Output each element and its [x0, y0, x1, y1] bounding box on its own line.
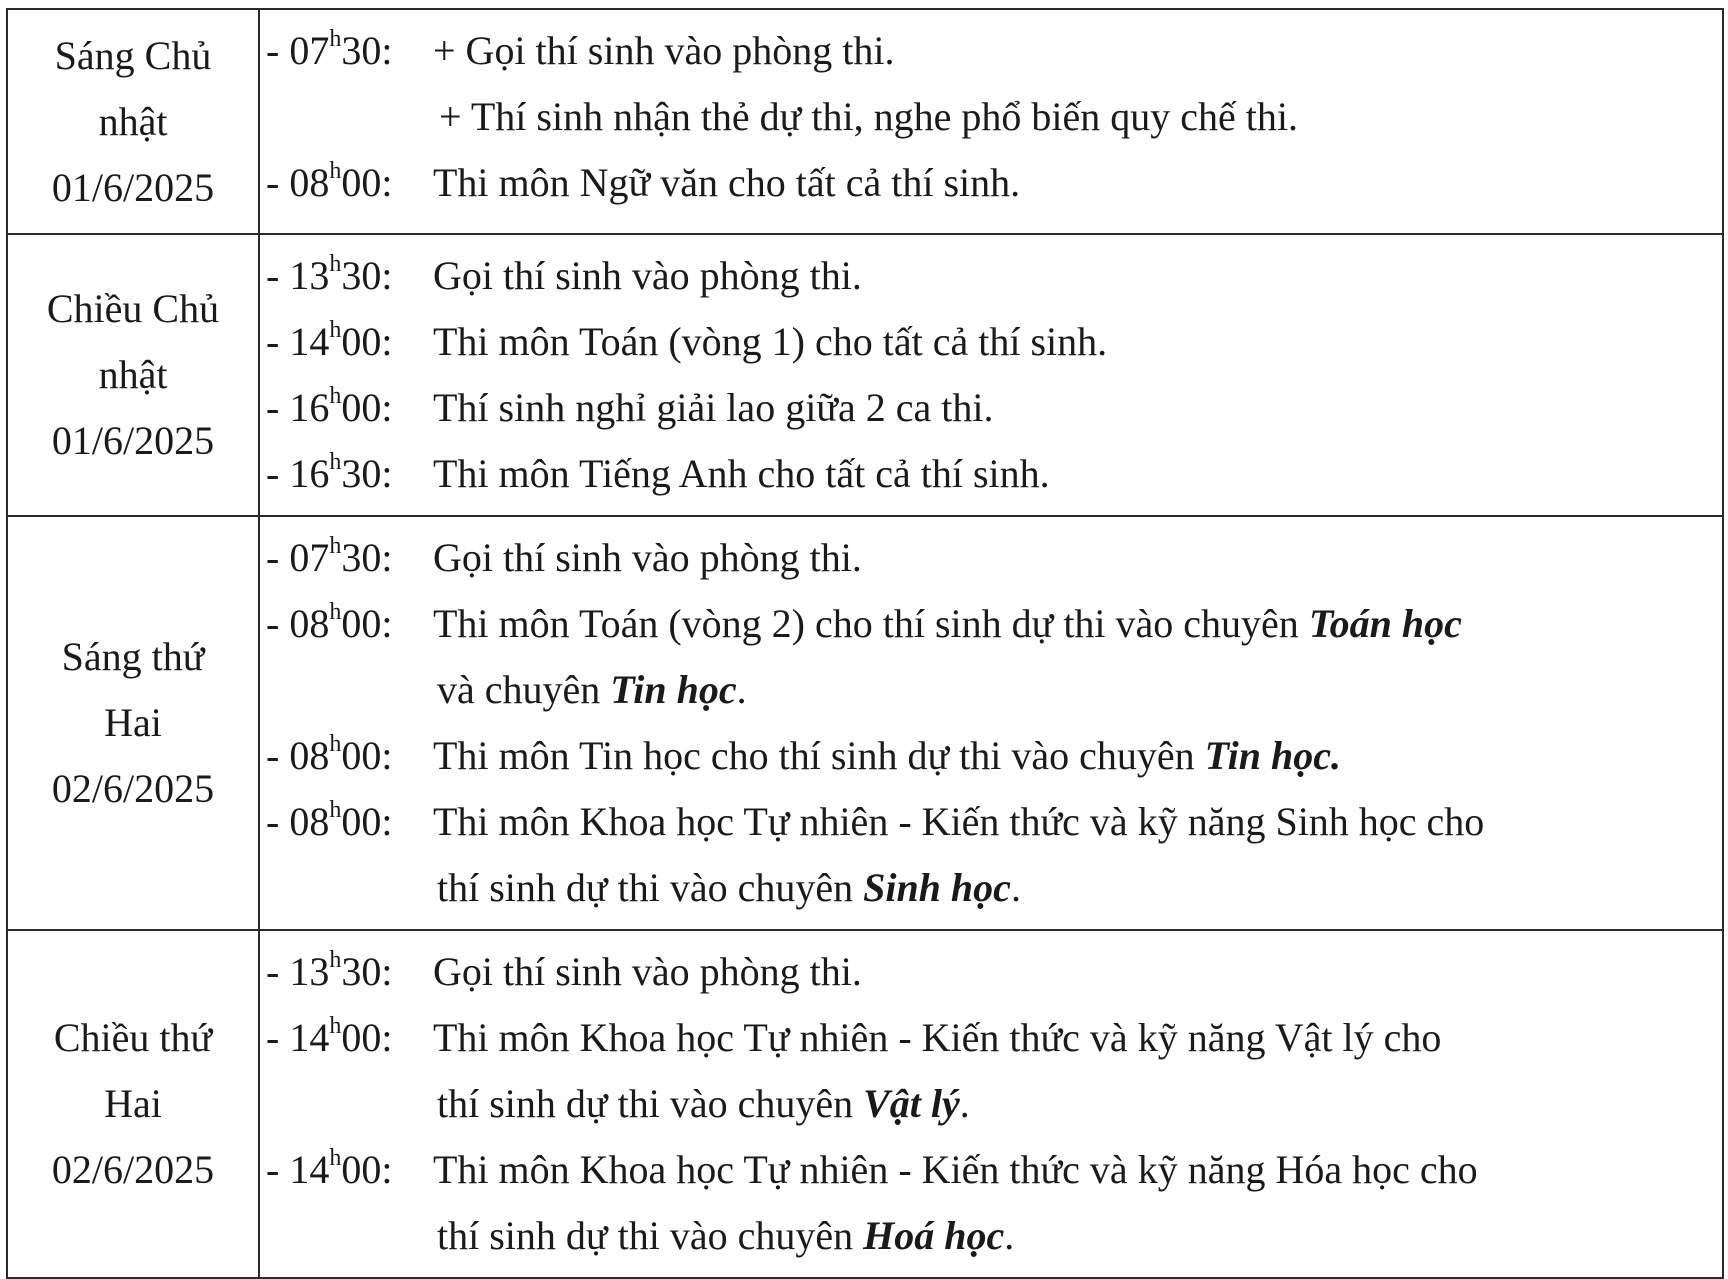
schedule-time: - 16$^h$30: — [266, 448, 393, 496]
description-text: Thi môn Khoa học Tự nhiên - Kiến thức và kỹ năng Sinh học cho — [433, 799, 1485, 844]
time-minute: 00 — [341, 1147, 382, 1192]
time-minute: 00 — [341, 601, 382, 646]
description-text: . — [1004, 1213, 1015, 1258]
description-text: Gọi thí sinh vào phòng thi. — [433, 949, 862, 994]
schedule-time: - 07$^h$30: — [266, 532, 393, 580]
time-hour: 08 — [289, 160, 330, 205]
schedule-item — [266, 939, 1722, 1005]
time-hour: 08 — [289, 601, 330, 646]
session-day-cell — [7, 516, 259, 930]
schedule-item — [266, 441, 1722, 507]
time-minute: 00 — [341, 160, 382, 205]
description-line — [433, 723, 1722, 789]
schedule-time: - 08$^h$00: — [266, 796, 393, 844]
description-line — [433, 1203, 1722, 1269]
time-hour: 14 — [289, 1015, 330, 1060]
description-line — [433, 657, 1722, 723]
schedule-time: - 16$^h$00: — [266, 382, 393, 430]
session-items-cell — [259, 930, 1723, 1278]
session-day-label: Sáng thứ — [61, 634, 205, 679]
session-day-label: 02/6/2025 — [51, 1147, 215, 1192]
schedule-time: - 14$^h$00: — [266, 316, 393, 364]
description-text: Thi môn Toán (vòng 1) cho tất cả thí sinh. — [433, 319, 1108, 364]
description-line — [433, 1071, 1722, 1137]
time-hour: 16 — [289, 385, 330, 430]
schedule-item — [266, 1005, 1722, 1137]
hour-mark: h — [329, 250, 342, 277]
description-text: Thi môn Tiếng Anh cho tất cả thí sinh. — [433, 451, 1050, 496]
hour-mark: h — [329, 316, 342, 343]
description-line — [433, 525, 1722, 591]
schedule-time: - 13$^h$30: — [266, 250, 393, 298]
specialization-name: Hoá học — [863, 1213, 1005, 1258]
schedule-description — [433, 309, 1722, 375]
description-text: và chuyên — [437, 667, 611, 712]
time-hour: 07 — [289, 28, 330, 73]
description-text: thí sinh dự thi vào chuyên — [437, 1213, 864, 1258]
schedule-item — [266, 18, 1722, 150]
session-day-label: 02/6/2025 — [51, 766, 215, 811]
time-minute: 30 — [341, 949, 382, 994]
session-day-label: Chiều thứ — [53, 1015, 213, 1060]
session-items-cell — [259, 516, 1723, 930]
schedule-description — [433, 1137, 1722, 1269]
session-day-label: 01/6/2025 — [51, 418, 215, 463]
time-hour: 14 — [289, 319, 330, 364]
time-hour: 13 — [289, 253, 330, 298]
schedule-row — [7, 234, 1723, 516]
schedule-item — [266, 309, 1722, 375]
time-minute: 30 — [341, 28, 382, 73]
hour-mark: h — [329, 1144, 342, 1171]
session-day-label: nhật — [98, 98, 168, 144]
session-day-label: Chiều Chủ — [46, 286, 220, 331]
hour-mark: h — [329, 796, 342, 823]
time-hour: 08 — [289, 733, 330, 778]
time-minute: 00 — [341, 385, 382, 430]
description-text: Gọi thí sinh vào phòng thi. — [433, 253, 862, 298]
hour-mark: h — [329, 532, 342, 559]
schedule-description — [433, 243, 1722, 309]
schedule-description — [433, 789, 1722, 921]
session-day-cell — [7, 234, 259, 516]
time-minute: 30 — [341, 451, 382, 496]
time-hour: 07 — [289, 535, 330, 580]
schedule-document — [6, 8, 1724, 1258]
time-hour: 13 — [289, 949, 330, 994]
schedule-item — [266, 723, 1722, 789]
time-hour: 08 — [289, 799, 330, 844]
hour-mark: h — [329, 157, 342, 184]
session-day-label: Hai — [104, 1081, 162, 1126]
exam-schedule-table — [6, 8, 1724, 1279]
schedule-body — [7, 9, 1723, 1278]
schedule-time: - 08$^h$00: — [266, 598, 393, 646]
description-text: Thi môn Khoa học Tự nhiên - Kiến thức và kỹ năng Vật lý cho — [433, 1015, 1442, 1060]
schedule-time: - 08$^h$00: — [266, 730, 393, 778]
schedule-description — [433, 723, 1722, 789]
description-text: Thi môn Toán (vòng 2) cho thí sinh dự thi vào chuyên — [433, 601, 1309, 646]
time-minute: 30 — [341, 253, 382, 298]
description-line — [433, 1137, 1722, 1203]
schedule-description — [433, 939, 1722, 1005]
schedule-time: - 13$^h$30: — [266, 946, 393, 994]
description-line — [433, 789, 1722, 855]
hour-mark: h — [329, 946, 342, 973]
description-text: Thi môn Khoa học Tự nhiên - Kiến thức và kỹ năng Hóa học cho — [433, 1147, 1478, 1192]
hour-mark: h — [329, 25, 342, 52]
hour-mark: h — [329, 1012, 342, 1039]
time-minute: 00 — [341, 1015, 382, 1060]
specialization-name: Vật lý — [863, 1081, 960, 1126]
description-text: . — [959, 1081, 970, 1126]
schedule-description — [433, 1005, 1722, 1137]
description-text: Gọi thí sinh vào phòng thi. — [433, 535, 862, 580]
description-text: + Thí sinh nhận thẻ dự thi, nghe phổ biến quy chế thi. — [439, 94, 1298, 139]
description-line — [433, 591, 1722, 657]
description-line — [433, 18, 1722, 84]
schedule-description — [433, 525, 1722, 591]
schedule-time: - 14$^h$00: — [266, 1012, 393, 1060]
description-line — [433, 855, 1722, 921]
session-items-cell — [259, 234, 1723, 516]
session-day-label: Sáng Chủ — [54, 32, 212, 78]
time-minute: 30 — [341, 535, 382, 580]
description-text: Thí sinh nghỉ giải lao giữa 2 ca thi. — [433, 385, 994, 430]
description-line — [433, 309, 1722, 375]
time-minute: 00 — [341, 319, 382, 364]
schedule-time: - 07$^h$30: — [266, 25, 393, 73]
description-text: Thi môn Tin học cho thí sinh dự thi vào chuyên — [433, 733, 1205, 778]
description-line — [433, 150, 1722, 216]
specialization-name: Sinh học — [863, 865, 1011, 910]
description-line — [433, 375, 1722, 441]
hour-mark: h — [329, 448, 342, 475]
schedule-row — [7, 9, 1723, 234]
session-day-cell — [7, 9, 259, 234]
schedule-row — [7, 930, 1723, 1278]
time-hour: 14 — [289, 1147, 330, 1192]
schedule-time: - 08$^h$00: — [266, 157, 393, 205]
schedule-description — [433, 441, 1722, 507]
time-minute: 00 — [341, 799, 382, 844]
schedule-item — [266, 1137, 1722, 1269]
schedule-description — [433, 375, 1722, 441]
hour-mark: h — [329, 598, 342, 625]
schedule-item — [266, 375, 1722, 441]
specialization-name: Tin học. — [1204, 733, 1341, 778]
session-items-cell — [259, 9, 1723, 234]
hour-mark: h — [329, 730, 342, 757]
description-text: . — [736, 667, 747, 712]
schedule-row — [7, 516, 1723, 930]
description-text: thí sinh dự thi vào chuyên — [437, 865, 864, 910]
schedule-item — [266, 789, 1722, 921]
schedule-description — [433, 18, 1722, 150]
session-day-cell — [7, 930, 259, 1278]
description-line — [433, 939, 1722, 1005]
specialization-name: Toán học — [1308, 601, 1462, 646]
hour-mark: h — [329, 382, 342, 409]
description-line — [433, 84, 1722, 150]
time-minute: 00 — [341, 733, 382, 778]
schedule-description — [433, 150, 1722, 216]
description-line — [433, 441, 1722, 507]
specialization-name: Tin học — [610, 667, 737, 712]
schedule-time: - 14$^h$00: — [266, 1144, 393, 1192]
description-text: thí sinh dự thi vào chuyên — [437, 1081, 864, 1126]
session-day-label: 01/6/2025 — [51, 164, 215, 210]
description-text: . — [1010, 865, 1021, 910]
description-line — [433, 1005, 1722, 1071]
session-day-label: nhật — [98, 352, 168, 397]
session-day-label: Hai — [104, 700, 162, 745]
schedule-item — [266, 525, 1722, 591]
description-line — [433, 243, 1722, 309]
schedule-item — [266, 591, 1722, 723]
time-hour: 16 — [289, 451, 330, 496]
description-text: Thi môn Ngữ văn cho tất cả thí sinh. — [433, 160, 1021, 205]
schedule-item — [266, 243, 1722, 309]
description-text: + Gọi thí sinh vào phòng thi. — [433, 28, 895, 73]
schedule-description — [433, 591, 1722, 723]
schedule-item — [266, 150, 1722, 216]
